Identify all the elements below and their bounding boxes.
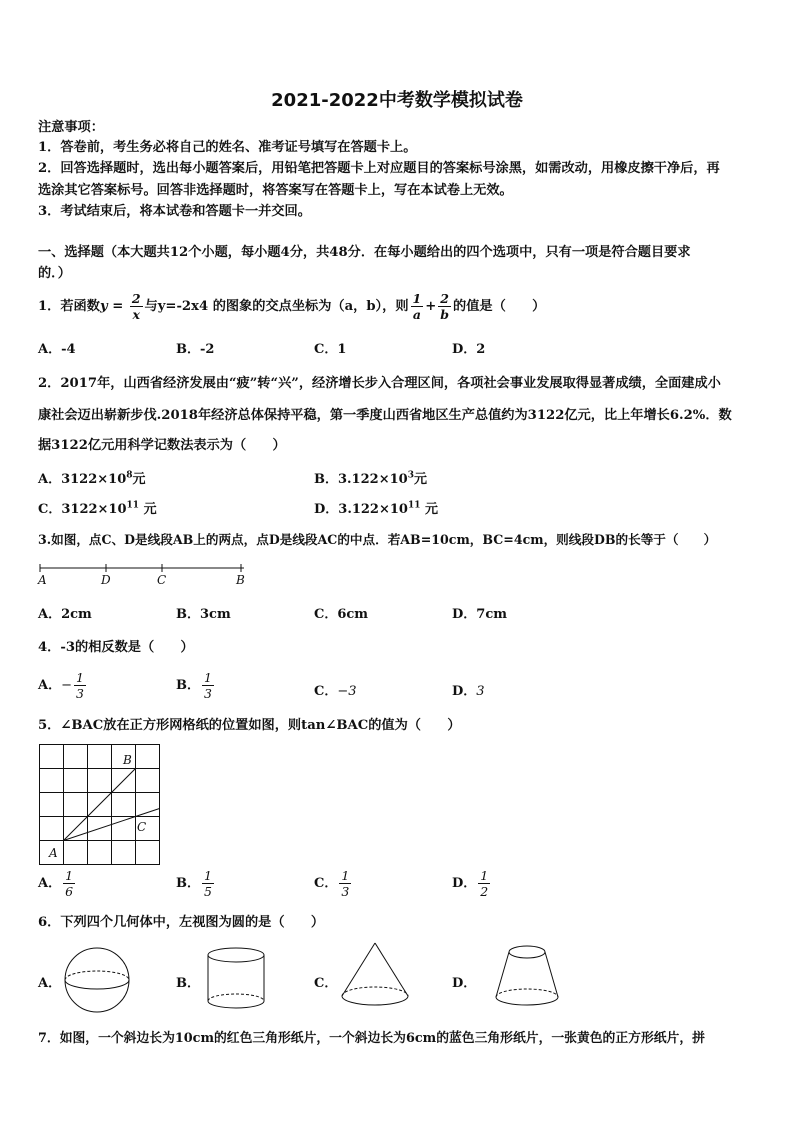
question-1: [38, 290, 545, 324]
frustum-right: [545, 952, 558, 997]
cylinder-shape: [204, 945, 268, 1015]
q6-option-b[interactable]: B．: [176, 976, 200, 991]
notice-item-2: 2．回答选择题时，选出每小题答案后，用铅笔把答题卡上对应题目的答案标号涂黑，如需改动，用橡皮擦干净后，再: [38, 161, 720, 176]
label-d: D: [101, 573, 111, 587]
q4-option-c[interactable]: [314, 680, 357, 699]
q4-option-d[interactable]: [452, 680, 485, 699]
notice-item-2-cont: 选涂其它答案标号。回答非选择题时，将答案写在答题卡上，写在本试卷上无效。: [38, 183, 513, 198]
q1-fraction-1-over-a: [411, 291, 424, 322]
frustum-left: [496, 952, 509, 997]
q6-option-c[interactable]: C．: [314, 976, 338, 991]
q2-d-unit: 元: [420, 502, 439, 517]
sphere-outline: [65, 948, 129, 1012]
q4-option-a[interactable]: [38, 670, 88, 701]
q4-a-den: 3: [76, 686, 84, 701]
q4-c-value: −3: [337, 684, 357, 699]
q3-option-d[interactable]: D．7cm: [452, 607, 507, 622]
q3-line-segment-figure: [36, 562, 250, 588]
q5-b-fraction: [202, 868, 214, 899]
label-b: B: [236, 573, 245, 587]
q1-option-b[interactable]: B．-2: [176, 342, 215, 357]
q5-option-a[interactable]: [38, 868, 77, 899]
q1-prefix: 1．若函数: [38, 299, 100, 314]
q1-plus: +: [425, 299, 437, 314]
q5-a-num: 1: [65, 868, 74, 883]
q5-option-d[interactable]: [452, 868, 492, 899]
q1-y: y: [99, 299, 108, 314]
q2-option-a[interactable]: [38, 468, 146, 487]
q5-a-den: 6: [65, 884, 74, 899]
q5-c-fraction: [339, 868, 351, 899]
q5-d-label: D．: [452, 876, 477, 891]
cylinder-bottom-front: [208, 1001, 264, 1008]
q4-a-num: 1: [76, 670, 84, 685]
q4-b-den: 3: [204, 686, 212, 701]
q1-frac1-den: x: [132, 307, 140, 322]
q1-eq: =: [107, 299, 128, 314]
question-2-line-3: 据3122亿元用科学记数法表示为（ ）: [38, 438, 286, 453]
q5-d-den: 2: [480, 884, 489, 899]
question-5: 5．∠BAC放在正方形网格纸的位置如图，则tan∠BAC的值为（ ）: [38, 718, 461, 733]
sphere-equator-back: [65, 971, 129, 980]
label-c: C: [137, 820, 147, 834]
label-c: C: [157, 573, 167, 587]
q1-frac2-num: 1: [412, 291, 422, 306]
cone-shape: [338, 940, 412, 1012]
question-2-line-2: 康社会迈出崭新步伐.2018年经济总体保持平稳，第一季度山西省地区生产总值约为3122亿元，比上年增长6.2%．数: [38, 408, 732, 423]
q1-option-a[interactable]: A．-4: [38, 342, 76, 357]
q1-suffix: 的值是（ ）: [453, 299, 546, 314]
q2-c-unit: 元: [139, 502, 157, 517]
frustum-shape: [492, 942, 562, 1012]
q4-a-fraction: [74, 670, 86, 701]
q1-frac2-den: a: [412, 307, 421, 322]
q3-option-b[interactable]: B．3cm: [176, 607, 231, 622]
q2-option-b[interactable]: [314, 468, 427, 487]
frustum-base-back: [496, 989, 558, 997]
q1-frac3-num: 2: [440, 291, 449, 306]
question-7: 7．如图，一个斜边长为10cm的红色三角形纸片，一个斜边长为6cm的蓝色三角形纸片，一张黄色的正方形纸片，拼: [38, 1031, 705, 1046]
q2-c-exp: 11: [126, 500, 140, 511]
q3-option-a[interactable]: A．2cm: [38, 607, 92, 622]
q5-a-fraction: [63, 868, 75, 899]
cone-base-front: [342, 996, 408, 1005]
q1-option-c[interactable]: C．1: [314, 342, 347, 357]
q6-option-d[interactable]: D．: [452, 976, 477, 991]
q1-fraction-2-over-b: [438, 291, 451, 322]
q1-mid: 与y=-2x4 的图象的交点坐标为（a，b），则: [144, 299, 409, 314]
question-4: 4．-3的相反数是（ ）: [38, 640, 194, 655]
q5-a-label: A．: [38, 876, 62, 891]
label-b: B: [123, 753, 132, 767]
notice-item-3: 3．考试结束后，将本试卷和答题卡一并交回。: [38, 204, 311, 219]
cylinder-bottom-back: [208, 994, 264, 1001]
q1-option-d[interactable]: D．2: [452, 342, 486, 357]
q1-frac1-num: 2: [131, 291, 141, 306]
q1-frac3-den: b: [440, 307, 450, 322]
frustum-base-front: [496, 997, 558, 1005]
q6-option-a[interactable]: A．: [38, 976, 62, 991]
sphere-equator-front: [65, 980, 129, 989]
notice-item-1: 1．答卷前，考生务必将自己的姓名、准考证号填写在答题卡上。: [38, 140, 417, 155]
q2-b-base: B．3.122×10: [314, 472, 408, 487]
q4-option-b[interactable]: [176, 670, 216, 701]
q2-c-base: C．3122×10: [38, 502, 127, 517]
q2-a-unit: 元: [132, 472, 146, 487]
cone-base-back: [342, 987, 408, 996]
q4-a-label: A．: [38, 678, 62, 693]
q2-a-exp: 8: [126, 470, 133, 481]
q4-d-label: D．: [452, 684, 477, 699]
q5-option-b[interactable]: [176, 868, 216, 899]
cone-left: [342, 943, 375, 996]
q2-option-d[interactable]: [314, 498, 438, 517]
q5-b-num: 1: [204, 868, 212, 883]
q5-grid-figure: [36, 743, 164, 865]
q5-c-label: C．: [314, 876, 338, 891]
q4-b-fraction: [202, 670, 214, 701]
q4-c-label: C．: [314, 684, 338, 699]
question-3: 3.如图，点C、D是线段AB上的两点，点D是线段AC的中点．若AB=10cm，BC=4cm，则线段DB的长等于（ ）: [38, 532, 717, 547]
section-heading-cont: 的．）: [38, 266, 71, 281]
cylinder-top: [208, 948, 264, 962]
q5-d-num: 1: [480, 868, 489, 883]
q2-d-exp: 11: [407, 500, 421, 511]
q2-option-c[interactable]: [38, 498, 157, 517]
notice-heading: 注意事项：: [38, 120, 104, 135]
q4-a-sign: −: [61, 678, 72, 693]
q4-d-value: 3: [476, 684, 485, 699]
question-2-line-1: 2．2017年，山西省经济发展由“疲”转“兴”，经济增长步入合理区间，各项社会事业发展取得显著成绩，全面建成小: [38, 376, 721, 391]
q2-d-base: D．3.122×10: [314, 502, 408, 517]
q3-option-c[interactable]: C．6cm: [314, 607, 369, 622]
page-title: 2021-2022中考数学模拟试卷: [271, 90, 523, 111]
q5-b-den: 5: [204, 884, 212, 899]
ray-ab: [64, 769, 136, 841]
q5-c-den: 3: [341, 884, 350, 899]
label-a: A: [38, 573, 47, 587]
q2-b-exp: 3: [407, 470, 414, 481]
q4-b-label: B．: [176, 678, 200, 693]
q4-b-num: 1: [204, 670, 212, 685]
q5-option-c[interactable]: [314, 868, 353, 899]
frustum-top: [509, 946, 545, 958]
section-heading: 一、选择题（本大题共12个小题，每小题4分，共48分．在每小题给出的四个选项中，只有一项是符合题目要求: [38, 245, 691, 260]
q5-d-fraction: [478, 868, 490, 899]
sphere-shape: [62, 945, 132, 1015]
q2-a-base: A．3122×10: [38, 472, 127, 487]
q5-b-label: B．: [176, 876, 200, 891]
q1-fraction-2-over-x: [130, 291, 143, 322]
question-6: 6．下列四个几何体中，左视图为圆的是（ ）: [38, 915, 325, 930]
q5-c-num: 1: [341, 868, 350, 883]
q2-b-unit: 元: [413, 472, 427, 487]
label-a: A: [49, 846, 58, 860]
